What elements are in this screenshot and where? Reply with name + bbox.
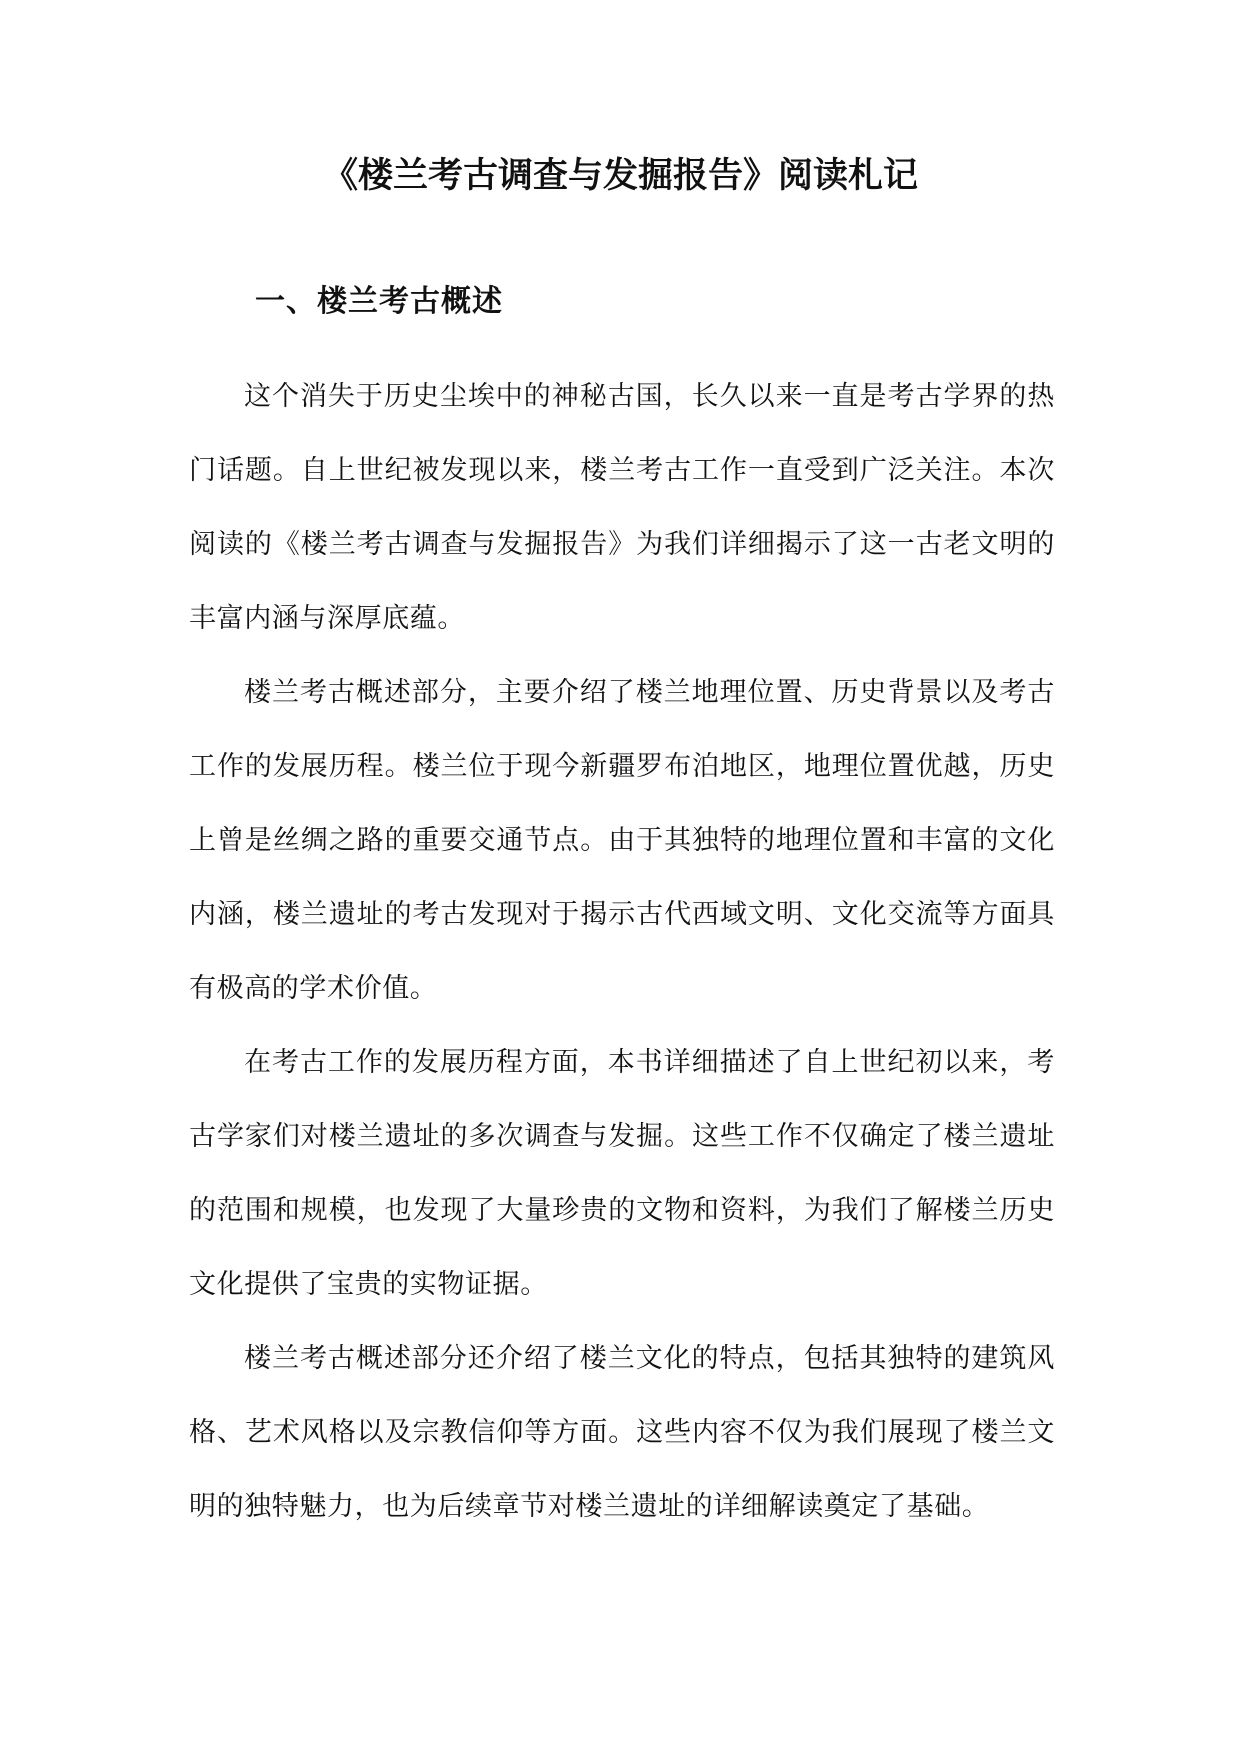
body-paragraph: 楼兰考古概述部分，主要介绍了楼兰地理位置、历史背景以及考古工作的发展历程。楼兰位于现今新疆罗布泊地区，地理位置优越，历史上曾是丝绸之路的重要交通节点。由于其独特的地理位置和丰富的文化内涵，楼兰遗址的考古发现对于揭示古代西域文明、文化交流等方面具有极高的学术价值。	[189, 677, 1055, 1004]
body-paragraph: 楼兰考古概述部分还介绍了楼兰文化的特点，包括其独特的建筑风格、艺术风格以及宗教信仰等方面。这些内容不仅为我们展现了楼兰文明的独特魅力，也为后续章节对楼兰遗址的详细解读奠定了基础。	[189, 1343, 1055, 1522]
section-heading: 一、楼兰考古概述	[255, 284, 503, 319]
body-paragraph: 在考古工作的发展历程方面，本书详细描述了自上世纪初以来，考古学家们对楼兰遗址的多次调查与发掘。这些工作不仅确定了楼兰遗址的范围和规模，也发现了大量珍贵的文物和资料，为我们了解楼兰历史文化提供了宝贵的实物证据。	[189, 1047, 1055, 1300]
document-title: 《楼兰考古调查与发掘报告》阅读札记	[322, 155, 918, 196]
body-paragraph: 这个消失于历史尘埃中的神秘古国，长久以来一直是考古学界的热门话题。自上世纪被发现以来，楼兰考古工作一直受到广泛关注。本次阅读的《楼兰考古调查与发掘报告》为我们详细揭示了这一古老文明的丰富内涵与深厚底蕴。	[189, 381, 1055, 634]
section-body	[189, 360, 1055, 1544]
